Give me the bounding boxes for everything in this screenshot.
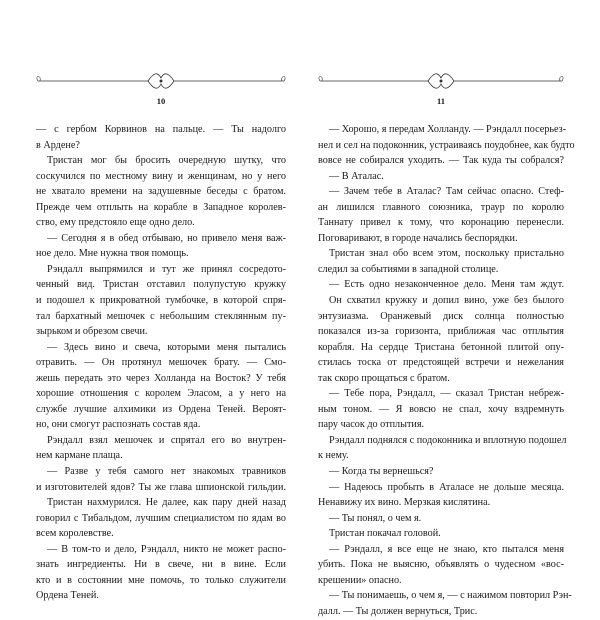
text-line: — Когда ты вернешься? bbox=[329, 466, 434, 478]
text-line: службе лучшие алхимики из Ордена Теней. Вероят- bbox=[36, 403, 286, 415]
text-line: Рэндалл выпрямился и тут же принял сосредото- bbox=[47, 263, 286, 275]
text-line: Тристан мог бы бросить очередную шутку, что bbox=[47, 155, 286, 167]
header-ornament bbox=[36, 70, 286, 92]
text-line: — Есть одно незаконченное дело. Меня там ждут. bbox=[329, 279, 564, 291]
text-line: — Хорошо, я передам Холланду. — Рэндалл посерьез- bbox=[329, 124, 567, 135]
text-line: Поговаривают, в городе начались беспорядки. bbox=[318, 232, 518, 244]
text-line: говорил с Тибальдом, лучшим специалистом по ядам во bbox=[36, 512, 286, 524]
text-line: Прежде чем отплыть на корабле в Западное королев- bbox=[36, 201, 286, 213]
text-line: — Надеюсь пробыть в Аталасе не дольше месяца. bbox=[329, 481, 564, 493]
body-text bbox=[318, 122, 575, 620]
text-line: знать ингредиенты. Ни в свече, ни в вине. Если bbox=[36, 559, 286, 571]
text-line: — Разве у тебя самого нет знакомых травников bbox=[47, 466, 286, 478]
text-line: к нему. bbox=[318, 450, 349, 462]
text-line: крешении» опасно. bbox=[318, 574, 402, 586]
text-line: Таннату привел к тому, что коронацию перенесли. bbox=[318, 217, 564, 229]
text-line: жешь передать это через Холланда на Восток? У тебя bbox=[36, 372, 286, 384]
text-line: пару часок до отплытия. bbox=[318, 419, 425, 431]
text-line: корабля. На сердце Тристана бетонной плитой опу- bbox=[318, 341, 564, 353]
text-line: Он схватил кружку и допил вино, уже без былого bbox=[329, 295, 564, 307]
text-line: не хватало времени на задушевные беседы с братом. bbox=[36, 186, 286, 198]
text-line: — с гербом Корвинов на пальце. — Ты надолго bbox=[36, 124, 286, 135]
text-line: — Зачем тебе в Аталас? Там сейчас опасно. Стеф- bbox=[329, 186, 564, 198]
text-line: нел и сел на подоконник, устраиваясь поудобнее, как будто bbox=[318, 139, 575, 151]
right-page bbox=[318, 0, 575, 617]
text-line: — Сегодня я в обед отбываю, но привело меня важ- bbox=[47, 232, 286, 244]
text-line: так скоро прощаться с братом. bbox=[318, 372, 450, 384]
text-line: Рэндалл взял мешочек и спрятал его во внутрен- bbox=[47, 434, 286, 446]
text-line: соскучился по местному вину и женщинам, но у него bbox=[36, 170, 286, 182]
text-line: — В Аталас. bbox=[329, 170, 384, 182]
text-line: — Ты понял, о чем я. bbox=[329, 512, 422, 524]
text-line: Ордена Теней. bbox=[36, 590, 99, 602]
text-line: вовсе не собирался уходить. — Так куда ты собрался? bbox=[318, 155, 564, 167]
text-line: и подошел к прикроватной тумбочке, в которой спря- bbox=[36, 295, 286, 307]
text-line: Ненавижу их вино. Мерзкая кислятина. bbox=[318, 497, 491, 509]
text-line: хорошие отношения с королем Эласом, а у него на bbox=[36, 388, 286, 400]
page-number: 11 bbox=[436, 96, 446, 106]
text-line: следил за событиями в западной столице. bbox=[318, 263, 499, 275]
body-text bbox=[36, 122, 286, 604]
text-line: ченный вид. Тристан отставил полупустую кружку bbox=[36, 279, 286, 291]
text-line: всем королевстве. bbox=[36, 528, 114, 540]
text-line: ство, ему предстояло еще одно дело. bbox=[36, 217, 195, 229]
text-line: Тристан нахмурился. Не далее, как пару дней назад bbox=[47, 497, 286, 509]
text-line: кто и в состоянии мне помочь, то только служители bbox=[36, 574, 286, 586]
text-line: зырьком и обрезом свечи. bbox=[36, 326, 148, 338]
text-line: Тристан покачал головой. bbox=[329, 528, 441, 540]
text-line: отравить. — Он протянул мешочек брату. — Смо- bbox=[36, 357, 286, 369]
header-ornament bbox=[318, 70, 564, 92]
text-line: но, они смогут распознать состав яда. bbox=[36, 419, 201, 431]
text-line: — Рэндалл, я все еще не знаю, кто пытался меня bbox=[329, 543, 564, 555]
text-line: убить. Пока не выясню, объявлять о чудесном «вос- bbox=[318, 559, 564, 571]
text-line: — Тебе пора, Рэндалл, — сказал Тристан небреж- bbox=[329, 388, 564, 400]
text-line: ан лишился главного союзника, траур по королю bbox=[318, 201, 564, 213]
text-line: в Ардене? bbox=[36, 139, 80, 151]
text-line: ным тоном. — Я вовсю не спал, хочу вздремнуть bbox=[318, 403, 564, 415]
text-line: Тристан знал обо всем этом, поскольку пристально bbox=[329, 248, 564, 260]
text-line: — Ты понимаешь, о чем я, — с нажимом повторил Рэн- bbox=[329, 590, 572, 602]
text-line: показался из-за горизонта, приближая час отплытия bbox=[318, 326, 564, 338]
left-page bbox=[36, 0, 286, 600]
page-number: 10 bbox=[156, 96, 166, 106]
text-line: нем кармане плаща. bbox=[36, 450, 123, 462]
text-line: — В том-то и дело, Рэндалл, никто не может распо- bbox=[47, 543, 286, 555]
text-line: — Здесь вино и свеча, которыми меня пытались bbox=[47, 341, 286, 353]
text-line: Рэндалл поднялся с подоконника и вплотную подошел bbox=[329, 434, 567, 446]
text-line: тал бархатный мешочек с небольшим стеклянным пу- bbox=[36, 310, 286, 322]
text-line: стилась тоска от предстоящей встречи и нежелания bbox=[318, 357, 564, 369]
text-line: далл. — Ты должен вернуться, Трис. bbox=[318, 605, 478, 617]
text-line: и изготовителей ядов? Ты же глава шпионской гильдии. bbox=[36, 481, 286, 493]
text-line: энтузиазма. Оранжевый диск солнца полностью bbox=[318, 310, 564, 322]
text-line: ное дело. Мне нужна твоя помощь. bbox=[36, 248, 189, 260]
